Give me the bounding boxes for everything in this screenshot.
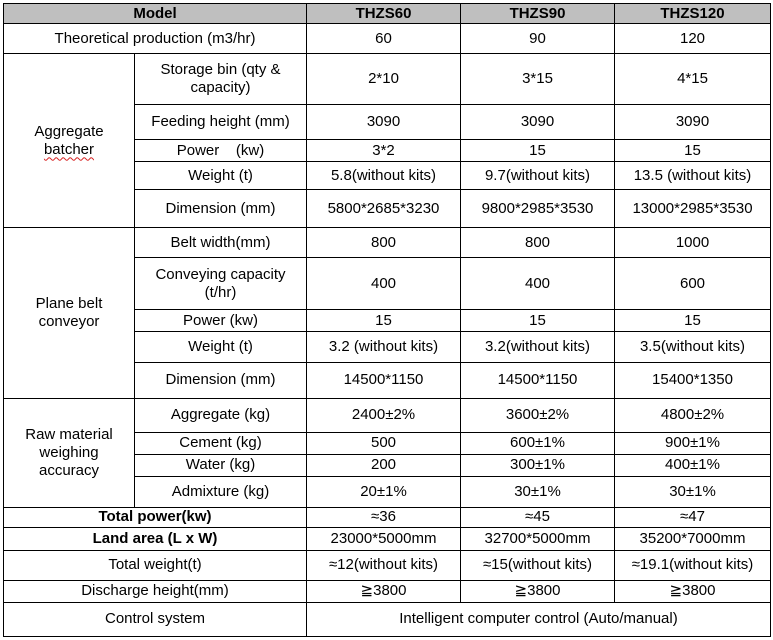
cell: 3.2 (without kits)	[307, 332, 461, 362]
header-row	[4, 4, 771, 24]
cell: 1000	[615, 228, 771, 258]
group-weighing-accuracy: Raw material weighing accuracy	[4, 398, 135, 507]
cell: ≧3800	[307, 580, 461, 602]
group-label-first: Aggregate	[34, 122, 104, 140]
cell: 5800*2685*3230	[307, 190, 461, 228]
cell: 600	[615, 258, 771, 310]
row-label: Conveying capacity (t/hr)	[135, 258, 307, 310]
control-row	[4, 602, 771, 636]
table-row	[4, 228, 771, 258]
cell: 15	[461, 140, 615, 162]
cell: 2400±2%	[307, 398, 461, 432]
header-model-3: THZS120	[615, 4, 771, 24]
cell: 15	[615, 140, 771, 162]
cell: 90	[461, 24, 615, 54]
cell: 2*10	[307, 54, 461, 105]
row-label: Belt width(mm)	[135, 228, 307, 258]
cell: 15	[307, 310, 461, 332]
cell: ≧3800	[615, 580, 771, 602]
cell: 120	[615, 24, 771, 54]
cell: 4*15	[615, 54, 771, 105]
table-row	[4, 54, 771, 105]
cell: 400	[307, 258, 461, 310]
row-label: Dimension (mm)	[135, 362, 307, 398]
cell: 9800*2985*3530	[461, 190, 615, 228]
total-weight-row	[4, 550, 771, 580]
row-label: Power (kw)	[135, 310, 307, 332]
cell: 15	[461, 310, 615, 332]
cell: 300±1%	[461, 454, 615, 476]
row-label: Theoretical production (m3/hr)	[4, 24, 307, 54]
cell: 23000*5000mm	[307, 527, 461, 550]
row-label: Feeding height (mm)	[135, 105, 307, 140]
cell: 5.8(without kits)	[307, 162, 461, 190]
row-label: Cement (kg)	[135, 432, 307, 454]
cell: 400	[461, 258, 615, 310]
cell: ≈12(without kits)	[307, 550, 461, 580]
discharge-row	[4, 580, 771, 602]
cell: 20±1%	[307, 476, 461, 507]
spec-table	[3, 3, 771, 637]
cell: 900±1%	[615, 432, 771, 454]
row-label: Dimension (mm)	[135, 190, 307, 228]
cell: 400±1%	[615, 454, 771, 476]
row-label: Discharge height(mm)	[4, 580, 307, 602]
cell: 9.7(without kits)	[461, 162, 615, 190]
cell: 15400*1350	[615, 362, 771, 398]
row-label: Weight (t)	[135, 162, 307, 190]
cell: 3600±2%	[461, 398, 615, 432]
header-model-1: THZS60	[307, 4, 461, 24]
cell: ≈19.1(without kits)	[615, 550, 771, 580]
cell: 800	[307, 228, 461, 258]
group-belt-conveyor: Plane belt conveyor	[4, 228, 135, 398]
row-label: Weight (t)	[135, 332, 307, 362]
control-value: Intelligent computer control (Auto/manual)	[307, 602, 771, 636]
cell: 14500*1150	[461, 362, 615, 398]
row-label: Land area (L x W)	[4, 527, 307, 550]
cell: 14500*1150	[307, 362, 461, 398]
cell: 4800±2%	[615, 398, 771, 432]
cell: 13.5 (without kits)	[615, 162, 771, 190]
cell: 800	[461, 228, 615, 258]
cell: ≈45	[461, 507, 615, 527]
row-label: Admixture (kg)	[135, 476, 307, 507]
row-label: Total weight(t)	[4, 550, 307, 580]
cell: ≈15(without kits)	[461, 550, 615, 580]
row-label: Control system	[4, 602, 307, 636]
cell: 3.5(without kits)	[615, 332, 771, 362]
cell: ≧3800	[461, 580, 615, 602]
cell: 35200*7000mm	[615, 527, 771, 550]
header-model: Model	[4, 4, 307, 24]
theoretical-row	[4, 24, 771, 54]
cell: 32700*5000mm	[461, 527, 615, 550]
group-aggregate-batcher	[4, 54, 135, 228]
cell: 3*15	[461, 54, 615, 105]
cell: 3090	[461, 105, 615, 140]
cell: 30±1%	[615, 476, 771, 507]
cell: 500	[307, 432, 461, 454]
cell: 3.2(without kits)	[461, 332, 615, 362]
cell: ≈47	[615, 507, 771, 527]
header-model-2: THZS90	[461, 4, 615, 24]
row-label: Water (kg)	[135, 454, 307, 476]
table-row	[4, 398, 771, 432]
cell: 600±1%	[461, 432, 615, 454]
cell: 3090	[615, 105, 771, 140]
cell: 3090	[307, 105, 461, 140]
land-area-row	[4, 527, 771, 550]
group-label-second: batcher	[43, 140, 95, 158]
cell: 15	[615, 310, 771, 332]
row-label: Aggregate (kg)	[135, 398, 307, 432]
row-label: Storage bin (qty & capacity)	[135, 54, 307, 105]
cell: ≈36	[307, 507, 461, 527]
cell: 13000*2985*3530	[615, 190, 771, 228]
total-power-row	[4, 507, 771, 527]
cell: 3*2	[307, 140, 461, 162]
row-label: Power (kw)	[135, 140, 307, 162]
row-label: Total power(kw)	[4, 507, 307, 527]
cell: 60	[307, 24, 461, 54]
cell: 200	[307, 454, 461, 476]
cell: 30±1%	[461, 476, 615, 507]
